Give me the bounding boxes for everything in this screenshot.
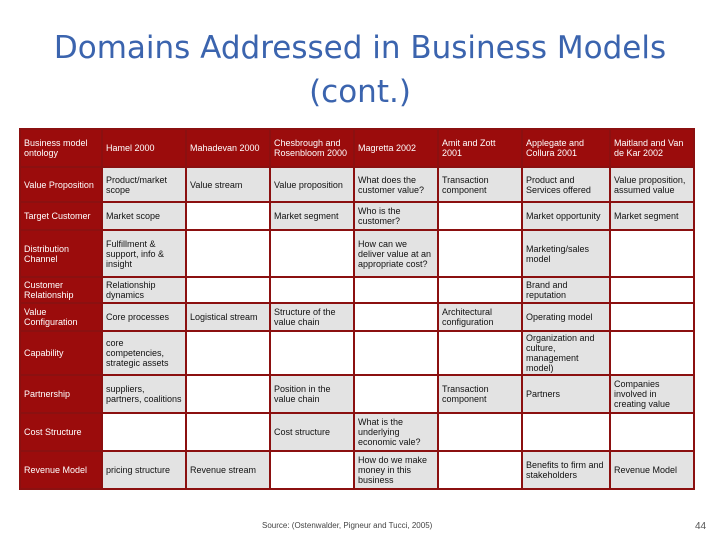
table-row (21, 231, 693, 276)
table-cell: Market segment (271, 203, 353, 229)
row-label: Value Configuration (21, 304, 101, 330)
table-cell: Benefits to firm and stakeholders (523, 452, 609, 488)
table-cell: Value proposition (271, 168, 353, 201)
table-cell (271, 452, 353, 488)
table-row (21, 203, 693, 229)
table-header-row (21, 130, 693, 166)
table-cell: Revenue Model (611, 452, 693, 488)
table-cell (187, 203, 269, 229)
table-cell (355, 278, 437, 302)
slide-title: Domains Addressed in Business Models (cont.) (53, 30, 667, 110)
table-cell (611, 278, 693, 302)
row-label: Capability (21, 332, 101, 374)
column-header: Hamel 2000 (103, 130, 185, 166)
row-label: Partnership (21, 376, 101, 412)
table-row (21, 376, 693, 412)
table-cell: Product and Services offered (523, 168, 609, 201)
table-cell: pricing structure (103, 452, 185, 488)
table-cell (187, 376, 269, 412)
table-cell: Market segment (611, 203, 693, 229)
table-body (21, 168, 693, 488)
table-cell: Market scope (103, 203, 185, 229)
table-cell: suppliers, partners, coalitions (103, 376, 185, 412)
table-cell (611, 332, 693, 374)
row-label: Target Customer (21, 203, 101, 229)
domains-table (19, 128, 695, 490)
table-cell (439, 231, 521, 276)
table-cell: core competencies, strategic assets (103, 332, 185, 374)
table-cell (439, 203, 521, 229)
table-cell (611, 304, 693, 330)
table-cell: Cost structure (271, 414, 353, 450)
column-header: Chesbrough and Rosenbloom 2000 (271, 130, 353, 166)
table-cell (271, 332, 353, 374)
column-header: Mahadevan 2000 (187, 130, 269, 166)
row-label: Distribution Channel (21, 231, 101, 276)
table-cell: Core processes (103, 304, 185, 330)
table-cell: Partners (523, 376, 609, 412)
row-label: Value Proposition (21, 168, 101, 201)
table-cell: Operating model (523, 304, 609, 330)
table-cell: Organization and culture, management model) (523, 332, 609, 374)
table-cell: Brand and reputation (523, 278, 609, 302)
table-cell (271, 278, 353, 302)
table-row (21, 278, 693, 302)
column-header: Maitland and Van de Kar 2002 (611, 130, 693, 166)
table-row (21, 452, 693, 488)
table-row (21, 168, 693, 201)
table-cell (611, 231, 693, 276)
table-cell (439, 414, 521, 450)
column-header: Business model ontology (21, 130, 101, 166)
table-cell: Relationship dynamics (103, 278, 185, 302)
table-row (21, 414, 693, 450)
table-cell: Logistical stream (187, 304, 269, 330)
table-cell (611, 414, 693, 450)
table-cell: Product/market scope (103, 168, 185, 201)
source-citation: Source: (Ostenwalder, Pigneur and Tucci, 2005) (262, 521, 433, 530)
column-header: Applegate and Collura 2001 (523, 130, 609, 166)
table-cell: Market opportunity (523, 203, 609, 229)
table-cell: Who is the customer? (355, 203, 437, 229)
table-row (21, 304, 693, 330)
table-cell: Value stream (187, 168, 269, 201)
table-cell (187, 278, 269, 302)
table-cell: How can we deliver value at an appropriate cost? (355, 231, 437, 276)
table-cell: Transaction component (439, 168, 521, 201)
table-cell: How do we make money in this business (355, 452, 437, 488)
table-cell (103, 414, 185, 450)
table-cell (187, 231, 269, 276)
table-row (21, 332, 693, 374)
table-cell (355, 376, 437, 412)
table-cell: Companies involved in creating value (611, 376, 693, 412)
table-cell (355, 332, 437, 374)
table-cell (271, 231, 353, 276)
table-cell: Transaction component (439, 376, 521, 412)
row-label: Revenue Model (21, 452, 101, 488)
row-label: Cost Structure (21, 414, 101, 450)
table-cell: Marketing/sales model (523, 231, 609, 276)
table-cell: Fulfillment & support, info & insight (103, 231, 185, 276)
table-cell (187, 332, 269, 374)
table-cell (187, 414, 269, 450)
column-header: Magretta 2002 (355, 130, 437, 166)
table-cell (355, 304, 437, 330)
table-cell: Architectural configuration (439, 304, 521, 330)
page-number: 44 (695, 521, 707, 532)
table-cell: Position in the value chain (271, 376, 353, 412)
table-cell: Value proposition, assumed value (611, 168, 693, 201)
table-cell (439, 278, 521, 302)
row-label: Customer Relationship (21, 278, 101, 302)
table-cell (439, 452, 521, 488)
table-cell: Revenue stream (187, 452, 269, 488)
column-header: Amit and Zott 2001 (439, 130, 521, 166)
domains-table-wrapper (19, 128, 695, 490)
table-cell: Structure of the value chain (271, 304, 353, 330)
table-cell (439, 332, 521, 374)
table-cell: What is the underlying economic vale? (355, 414, 437, 450)
table-cell: What does the customer value? (355, 168, 437, 201)
table-cell (523, 414, 609, 450)
